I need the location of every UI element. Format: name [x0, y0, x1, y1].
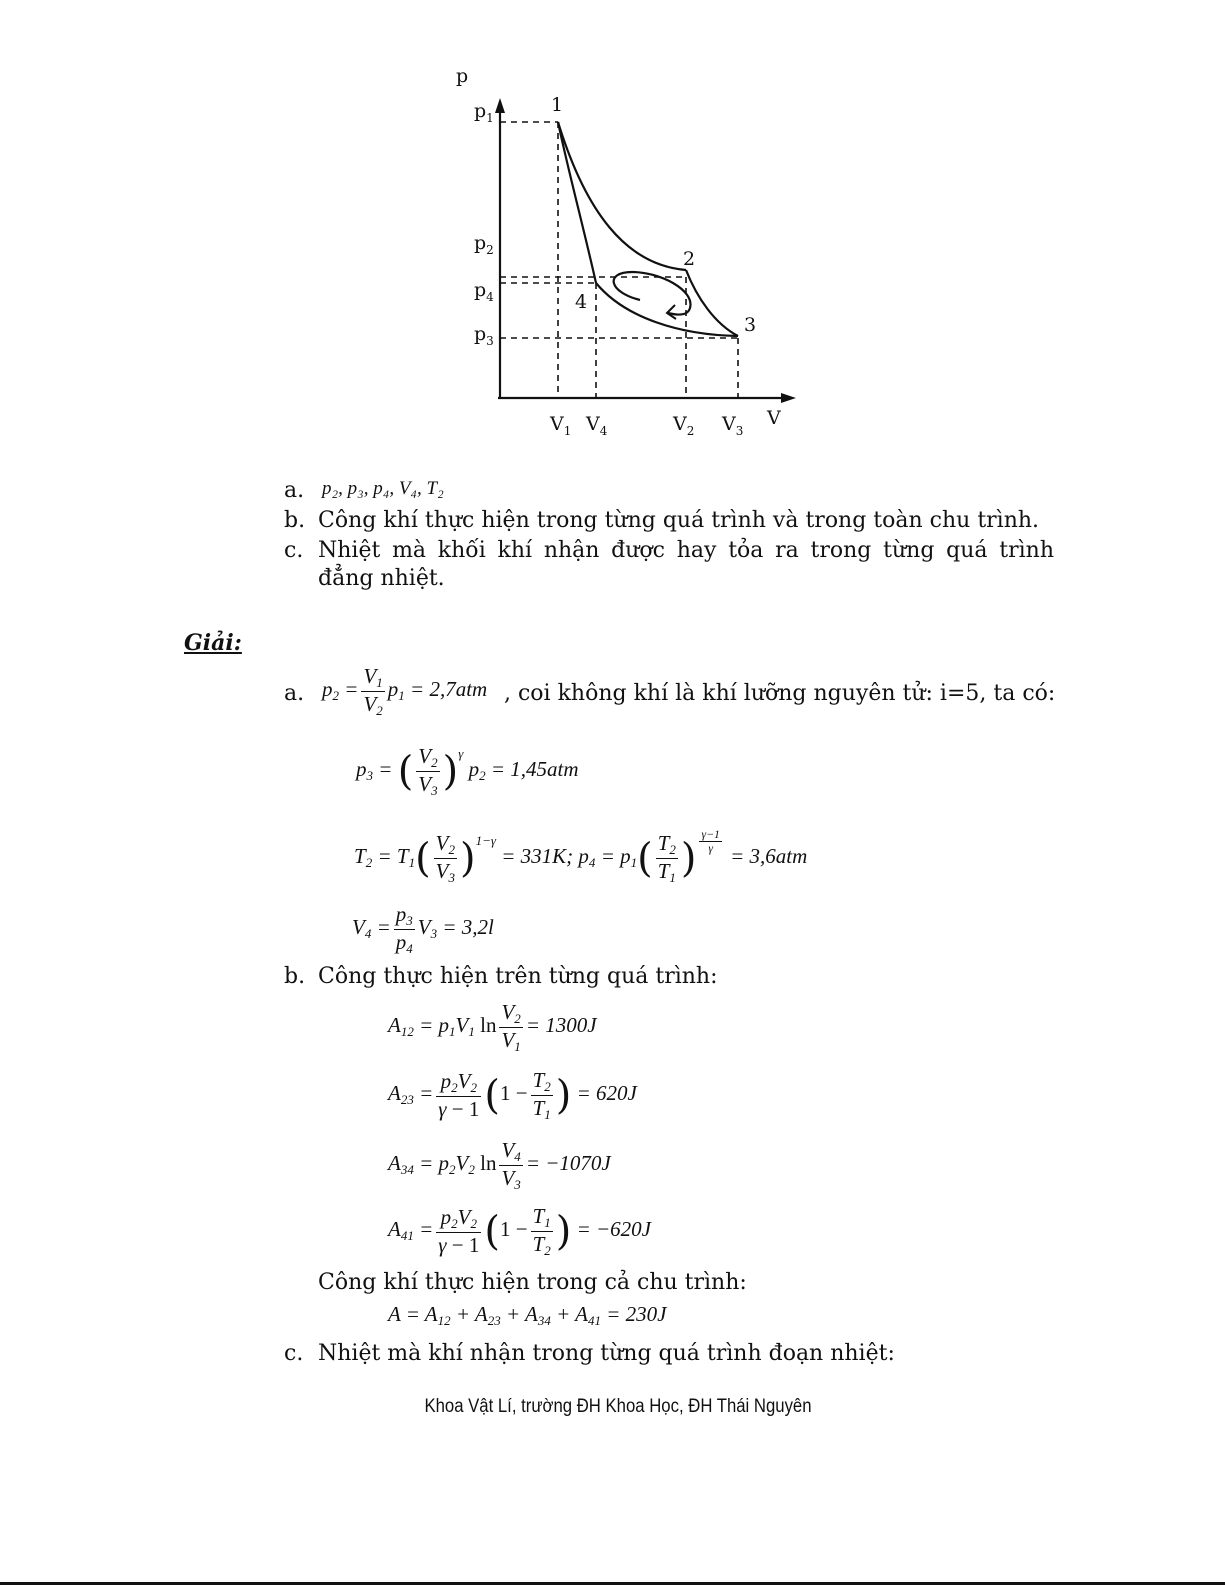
pv-diagram: [0, 0, 1225, 460]
solution-a-text: , coi không khí là khí lưỡng nguyên tử: i=5, ta có:: [504, 681, 1056, 706]
eq-t2-value: = 331K;: [501, 844, 574, 869]
question-c-line1: Nhiệt mà khối khí nhận được hay tỏa ra trong từng quá trình: [318, 538, 1054, 563]
eq-total: $A = A_{12} + A_{23} + A_{34} + A_{41} = 230J$: [388, 1302, 667, 1328]
solution-c-marker: c.: [284, 1341, 304, 1366]
eq-a23: $A_{23}$ = $\frac{p_2V_2}{\gamma - 1}$ (1 − $\frac{T_2}{T_1}$ ) = 620J: [388, 1068, 637, 1122]
eq-p2-value: = 2,7atm: [410, 677, 488, 702]
question-c-line2: đẳng nhiệt.: [318, 566, 445, 591]
p-axis-label: p: [456, 65, 469, 87]
eq-a23-value: = 620J: [576, 1081, 637, 1106]
eq-a34: $A_{34} = p_2V_2$ ln $\frac{V_4}{V_3}$ = −1070J: [388, 1138, 611, 1192]
cycle-text: Công khí thực hiện trong cả chu trình:: [318, 1270, 747, 1295]
eq-total-value: = 230J: [606, 1302, 667, 1326]
v1-label: $V_1$: [550, 413, 572, 438]
v2-label: $V_2$: [673, 413, 695, 438]
direction-arrowhead: [667, 305, 676, 319]
eq-a12-value: = 1300J: [525, 1013, 597, 1038]
eq-a34-value: = −1070J: [525, 1151, 611, 1176]
point-2-label: 2: [683, 248, 696, 270]
solution-c-text: Nhiệt mà khí nhận trong từng quá trình đoạn nhiệt:: [318, 1341, 895, 1366]
dashed-guides: [500, 122, 738, 398]
p3-label: $p_3$: [474, 323, 494, 348]
p4-label: $p_4$: [474, 279, 494, 304]
eq-p3-value: = 1,45atm: [490, 757, 579, 782]
question-b-marker: b.: [284, 508, 306, 533]
curve-2-3: [686, 270, 738, 336]
footer-text: Khoa Vật Lí, trường ĐH Khoa Học, ĐH Thái Nguyên: [424, 1396, 812, 1417]
solution-b-text: Công thực hiện trên từng quá trình:: [318, 964, 718, 989]
eq-t2-p4: $T_2 = T_1$( $\frac{V_2}{V_3}$ )$^{1-\gamma}$ = 331K; $p_4 = p_1$( $\frac{T_2}{T_1}$ ) $^{\frac{\gamma-1}{\gamma}}$ = 3,6atm: [354, 828, 808, 885]
eq-p4-value: = 3,6atm: [730, 844, 808, 869]
point-1-label: 1: [551, 94, 564, 116]
v3-label: $V_3$: [722, 413, 744, 438]
v4-label: $V_4$: [586, 413, 608, 438]
v-axis-label: V: [767, 407, 781, 429]
question-c-marker: c.: [284, 538, 304, 563]
question-b-text: Công khí thực hiện trong từng quá trình và trong toàn chu trình.: [318, 508, 1040, 533]
eq-a41: $A_{41}$ = $\frac{p_2V_2}{\gamma - 1}$ (1 − $\frac{T_1}{T_2}$ ) = −620J: [388, 1204, 652, 1258]
p2-label: $p_2$: [474, 232, 494, 257]
point-4-label: 4: [575, 291, 588, 313]
curve-1-2: [558, 122, 686, 270]
question-a-marker: a.: [284, 478, 305, 503]
question-a-text: p₂, p₃, p₄, V₄, T₂: [322, 478, 444, 499]
curve-4-1: [558, 122, 596, 283]
eq-v4-value: = 3,2l: [442, 915, 494, 940]
v-axis-arrow: [781, 393, 796, 403]
p1-label: $p_1$: [474, 100, 494, 125]
solution-a-marker: a.: [284, 681, 305, 706]
eq-a12: $A_{12} = p_1V_1$ ln $\frac{V_2}{V_1}$ = 1300J: [388, 1000, 597, 1054]
axes: [498, 104, 790, 398]
point-3-label: 3: [744, 314, 757, 336]
solution-heading: Giải:: [184, 630, 242, 656]
eq-p2: $p_2$ = $\frac{V_1}{V_2}$ $p_1 = 2,7atm$: [322, 664, 488, 718]
eq-a41-value: = −620J: [576, 1217, 652, 1242]
curve-3-4: [596, 283, 738, 336]
eq-v4: $V_4$ = $\frac{p_3}{p_4}$ $V_3 = 3,2l$: [352, 902, 494, 956]
p-axis-arrow: [495, 98, 505, 113]
eq-p3: $p_3$ = ( $\frac{V_2}{V_3}$ )$^\gamma$ $p_2 = 1,45atm$: [356, 744, 579, 798]
solution-b-marker: b.: [284, 964, 306, 989]
